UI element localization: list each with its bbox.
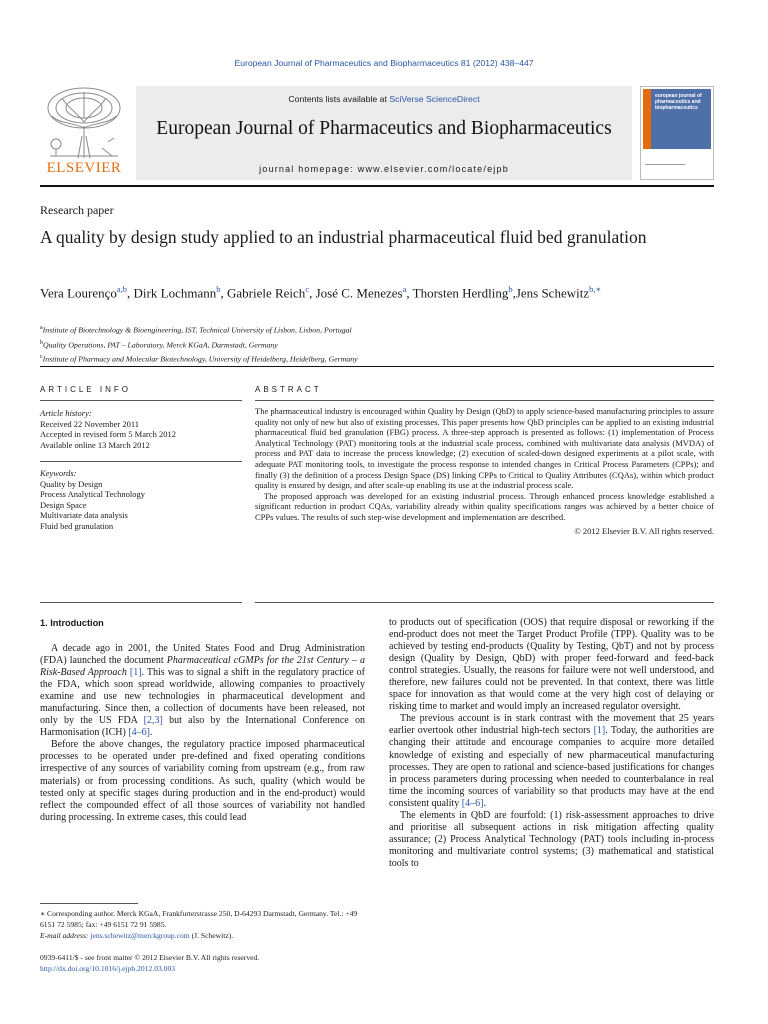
email-note: E-mail address: jens.schewitz@merckgroup.com (J. Schewitz). (40, 931, 234, 940)
author-name[interactable]: Jens Schewitz (515, 285, 590, 301)
keyword-item: Fluid bed granulation (40, 520, 114, 531)
elsevier-tree-icon (42, 86, 126, 160)
title-divider (40, 366, 714, 367)
author-affiliation-marker[interactable]: b,∗ (589, 284, 602, 294)
history-label: Article history: (40, 408, 92, 418)
affiliation-list (40, 322, 680, 366)
history-item: Accepted in revised form 5 March 2012 (40, 429, 176, 440)
elsevier-wordmark: ELSEVIER (46, 160, 122, 176)
contents-line: Contents lists available at SciVerse ScienceDirect (288, 94, 480, 104)
doi-link[interactable]: http://dx.doi.org/10.1016/j.ejpb.2012.03.003 (40, 964, 176, 973)
body-column-left (40, 643, 365, 824)
header-divider (40, 185, 714, 187)
citation-link[interactable]: [4–6] (461, 797, 484, 809)
keywords-label: Keywords: (40, 468, 77, 478)
publication-info (40, 952, 365, 974)
abstract-heading: ABSTRACT (255, 385, 322, 394)
abstract-paragraph: The pharmaceutical industry is encouraged within Quality by Design (QbD) to apply science-based manufacturing principles to assure quality not only of new but also of existing processes. This paper presents how QbD principles can be applied to an existing industrial pharmaceutical fluid bed granulation (FBG) process. A three-step approach is presented as follows: (1) implementation of Process Analytical Technology (PAT) monitoring tools at the industrial scale process, combined with multivariate data analysis (MVDA) of process and PAT data to increase the process knowledge; (2) execution of scaled-down designed experiments at a pilot scale, with adequate PAT monitoring tools, to investigate the process response to intended changes in Critical Process Parameters (CPPs); and finally (3) the definition of a process Design Space (DS) linking CPPs to Critical to Quality Attributes (CQAs), within which product quality is ensured by design, and after scale-up enabling its use at the industrial process scale. (255, 406, 714, 491)
journal-citation[interactable]: European Journal of Pharmaceutics and Biopharmaceutics 81 (2012) 438–447 (234, 58, 534, 68)
journal-title: European Journal of Pharmaceutics and Biopharmaceutics (156, 118, 612, 139)
sciencedirect-link[interactable]: SciVerse ScienceDirect (389, 94, 480, 104)
body-paragraph: Before the above changes, the regulatory practice imposed pharmaceutical processes to be operated under pre-defined and fixed operating conditions irrespective of any sources of variability coming from upstream (e.g., from raw materials) or from processing conditions. As such, quality (which would be tested only at specific stages during production and in the end-product) would reflect the compounded effect of all those sources of variability not handled during processing. In extreme cases, this could lead (40, 739, 365, 823)
footnotes (40, 908, 365, 941)
divider (255, 602, 714, 603)
author-name[interactable]: Vera Lourenço (40, 285, 117, 301)
keyword-item: Design Space (40, 499, 87, 510)
affiliation: $^c$Institute of Pharmacy and Molecular Biotechnology, University of Heidelberg, Heidelberg, Germany (40, 354, 358, 364)
keyword-item: Quality by Design (40, 478, 103, 489)
divider (40, 602, 242, 603)
journal-homepage-line: journal homepage: www.elsevier.com/locate/ejpb (259, 164, 509, 174)
citation-link[interactable]: [4–6] (128, 727, 150, 739)
article-type: Research paper (40, 203, 114, 217)
divider (40, 461, 242, 462)
divider (255, 400, 714, 401)
abstract-paragraph: The proposed approach was developed for an existing industrial process. Through enhanced process knowledge established a significant reduction in product CQAs, variability already within quality specifications ranges was achieved by a better choice of CPPs values. The results of such step-wise development and implementation are described. (255, 490, 714, 522)
body-paragraph: The previous account is in stark contrast with the movement that 25 years earlier overtook other industrial high-tech sectors [1]. Today, the authorities are changing their attitude and encourage companies to acquire more detailed knowledge of existing and especially of new pharmaceutical manufacturing processes. They are open to rational and science-based justifications for changes in process parameters during processing when needed to counterbalance in real time the incoming sources of variability so that products may have at the end consistent quality [4–6]. (389, 713, 714, 809)
footnote-divider (40, 903, 138, 904)
author-affiliation-marker[interactable]: b (216, 284, 221, 294)
abstract-text (255, 406, 714, 536)
author-name[interactable]: José C. Menezes (315, 285, 403, 301)
article-history (40, 408, 242, 450)
divider (40, 400, 242, 401)
body-column-right (389, 617, 714, 870)
author-affiliation-marker[interactable]: c (305, 284, 310, 294)
email-link[interactable]: jens.schewitz@merckgroup.com (90, 931, 190, 940)
corresponding-author-note: ∗ Corresponding author. Merck KGaA, Frankfurterstrasse 250, D-64293 Darmstadt, Germany. Tel.: +49 6151 72 5985; fax: +49 6151 72 91 5985. (40, 909, 358, 929)
history-item: Available online 13 March 2012 (40, 439, 150, 450)
affiliation: $^a$Institute of Biotechnology & Bioengineering, IST, Technical University of Lisbon, Lisbon, Portugal (40, 325, 352, 335)
citation-link[interactable]: [1] (126, 667, 142, 679)
author-affiliation-marker[interactable]: a (402, 284, 407, 294)
author-name[interactable]: Dirk Lochmann (133, 285, 217, 301)
section-heading: 1. Introduction (40, 618, 104, 628)
body-paragraph: The elements in QbD are fourfold: (1) risk-assessment approaches to drive and prioritise all subsequent actions in risk mitigation affecting quality assurance; (2) Process Analytical Technology (PAT) tools including in-process monitoring and multivariate control systems; (3) mathematical and statistical tools to (389, 809, 714, 869)
elsevier-logo (40, 86, 128, 180)
body-paragraph: to products out of specification (OOS) that require disposal or reworking if the end-product does not meet the Target Product Profile (TPP). Quality was to be achieved by testing end-products (Quality by Testing, QbT) and not by process design (Quality by Design, QbD) with proper feed-forward and feed-back control strategies. Usually, the reasons for failure were not well understood, and therefore, new failures could not be prevented. In that context, there was little space for innovation as that would come at the very high cost of delaying or risking time to market and would imply an increased regulator oversight. (389, 617, 714, 713)
issn-line: 0939-6411/$ - see front matter © 2012 Elsevier B.V. All rights reserved. (40, 953, 260, 962)
affiliation: $^b$Quality Operations, PAT – Laboratory, Merck KGaA, Darmstadt, Germany (40, 339, 278, 350)
keyword-item: Process Analytical Technology (40, 489, 146, 500)
article-title: A quality by design study applied to an industrial pharmaceutical fluid bed granulation (40, 227, 647, 247)
article-info-heading: ARTICLE INFO (40, 385, 131, 394)
citation-link[interactable]: [2,3] (143, 715, 163, 727)
author-list: Vera Lourenço$^{a,b}$, Dirk Lochmann$^b$, Gabriele Reich$^c$, José C. Menezes$^a$, Thorsten Herdling$^b$,Jens Schewitz$^{b,∗}$ (40, 284, 602, 301)
author-affiliation-marker[interactable]: a,b (116, 284, 128, 294)
history-item: Received 22 November 2011 (40, 418, 140, 429)
abstract-copyright: © 2012 Elsevier B.V. All rights reserved. (574, 525, 714, 536)
journal-homepage-link[interactable]: www.elsevier.com/locate/ejpb (357, 164, 509, 174)
keywords (40, 468, 242, 532)
author-affiliation-marker[interactable]: b (508, 284, 513, 294)
author-name[interactable]: Gabriele Reich (226, 285, 306, 301)
body-paragraph: A decade ago in 2001, the United States Food and Drug Administration (FDA) launched the document Pharmaceutical cGMPs for the 21st Century – a Risk-Based Approach [1]. This was to signal a shift in the regulatory practice of the FDA, which soon spread worldwide, allowing companies to proactively examine and use new technologies in pharmaceutical development and manufacturing. Since then, a collection of documents have been released, not only by the US FDA [2,3] but also by the International Conference on Harmonisation (ICH) [4–6]. (40, 643, 366, 739)
citation-link[interactable]: [1] (593, 725, 606, 737)
journal-cover-thumbnail (640, 86, 714, 180)
cover-title: european journal of pharmaceutics and biopharmaceutics (655, 93, 702, 111)
keyword-item: Multivariate data analysis (40, 510, 128, 521)
author-name[interactable]: Thorsten Herdling (412, 285, 509, 301)
